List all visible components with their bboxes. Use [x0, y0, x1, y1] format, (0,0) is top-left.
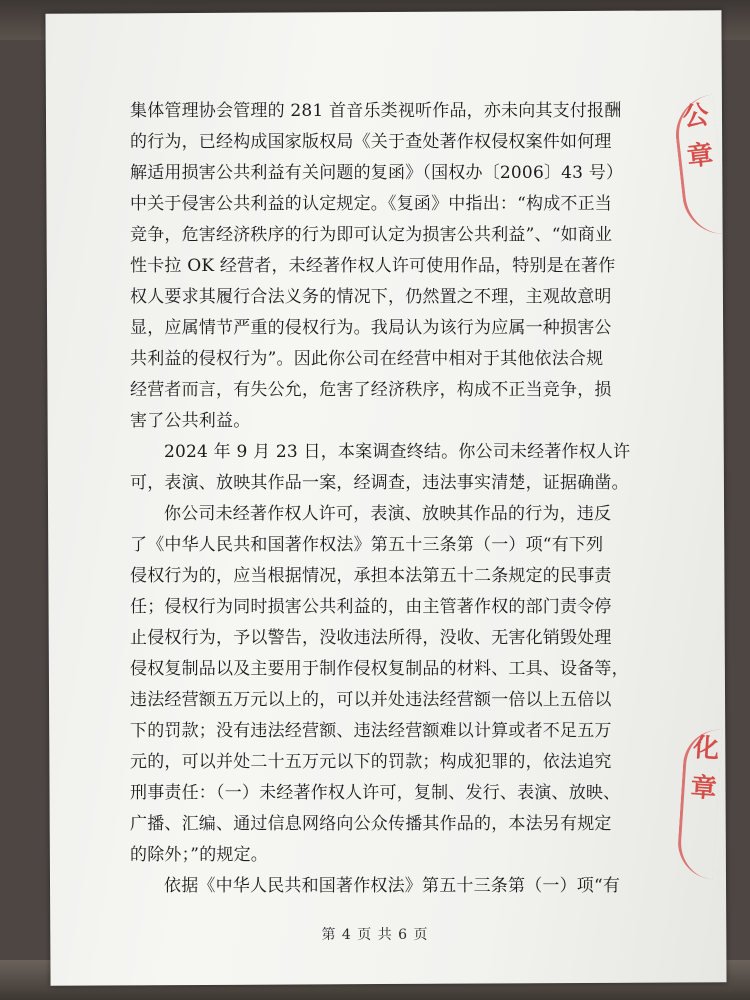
text-line: 中关于侵害公共利益的认定规定。《复函》中指出：“构成不正当 [130, 194, 612, 214]
text-line: 集体管理协会管理的 281 首音乐类视听作品，亦未向其支付报酬 [130, 101, 622, 121]
paragraph-legal-basis [130, 871, 621, 902]
text-line: 了《中华人民共和国著作权法》第五十三条第（一）项“有下列 [130, 535, 604, 555]
text-line: 元的，可以并处二十五万元以下的罚款；构成犯罪的，依法追究 [130, 752, 612, 772]
text-line: 依据《中华人民共和国著作权法》第五十三条第（一）项“有 [164, 876, 621, 896]
text-line: 的除外；”的规定。 [130, 845, 268, 865]
text-line: 任；侵权行为同时损害公共利益的，由主管著作权的部门责令停 [130, 597, 612, 617]
paragraph-public-interest [130, 96, 624, 437]
text-line: 性卡拉 OK 经营者，未经著作权人许可使用作品，特别是在著作 [130, 256, 616, 276]
seal-glyph: 章 [689, 772, 718, 805]
paragraph-legal-violation [130, 499, 629, 871]
text-line: 经营者而言，有失公允，危害了经济秩序，构成不正当竞争，损 [130, 380, 612, 400]
text-line: 侵权复制品以及主要用于制作侵权复制品的材料、工具、设备等， [130, 659, 629, 679]
text-line: 竞争，危害经济秩序的行为即可认定为损害公共利益”、“如商业 [130, 225, 613, 245]
text-line: 侵权行为的，应当根据情况，承担本法第五十二条规定的民事责 [130, 566, 612, 586]
official-seal-fragment-bottom [676, 727, 723, 879]
seal-glyph: 化 [692, 732, 721, 765]
text-line: 显，应属情节严重的侵权行为。我局认为该行为应属一种损害公 [130, 318, 612, 338]
text-line: 解适用损害公共利益有关问题的复函》（国权办〔2006〕43 号） [130, 163, 624, 183]
seal-glyph: 章 [685, 139, 715, 173]
text-line: 害了公共利益。 [130, 411, 251, 431]
text-line: 可，表演、放映其作品一案，经调查，违法事实清楚，证据确凿。 [130, 473, 629, 493]
text-line: 的行为，已经构成国家版权局《关于查处著作权侵权案件如何理 [130, 132, 612, 152]
official-seal-fragment-top [672, 95, 728, 239]
text-line: 下的罚款；没有违法经营额、违法经营额难以计算或者不足五万 [130, 721, 612, 741]
text-line: 广播、汇编、通过信息网络向公众传播其作品的，本法另有规定 [130, 814, 612, 834]
document-body [130, 96, 631, 902]
text-line: 权人要求其履行合法义务的情况下，仍然置之不理，主观故意明 [130, 287, 612, 307]
text-line: 共利益的侵权行为”。因此你公司在经营中相对于其他依法合规 [130, 349, 604, 369]
text-line: 止侵权行为，予以警告，没收违法所得，没收、无害化销毁处理 [130, 628, 612, 648]
text-line: 2024 年 9 月 23 日，本案调查终结。你公司未经著作权人许 [164, 442, 631, 462]
text-line: 你公司未经著作权人许可，表演、放映其作品的行为，违反 [164, 504, 612, 524]
paragraph-investigation-concluded [130, 437, 631, 499]
page-number-footer: 第 4 页 共 6 页 [321, 927, 429, 943]
text-line: 刑事责任：（一）未经著作权人许可，复制、发行、表演、放映、 [130, 783, 621, 803]
seal-glyph: 公 [681, 100, 711, 133]
text-line: 违法经营额五万元以上的，可以并处违法经营额一倍以上五倍以 [130, 690, 612, 710]
